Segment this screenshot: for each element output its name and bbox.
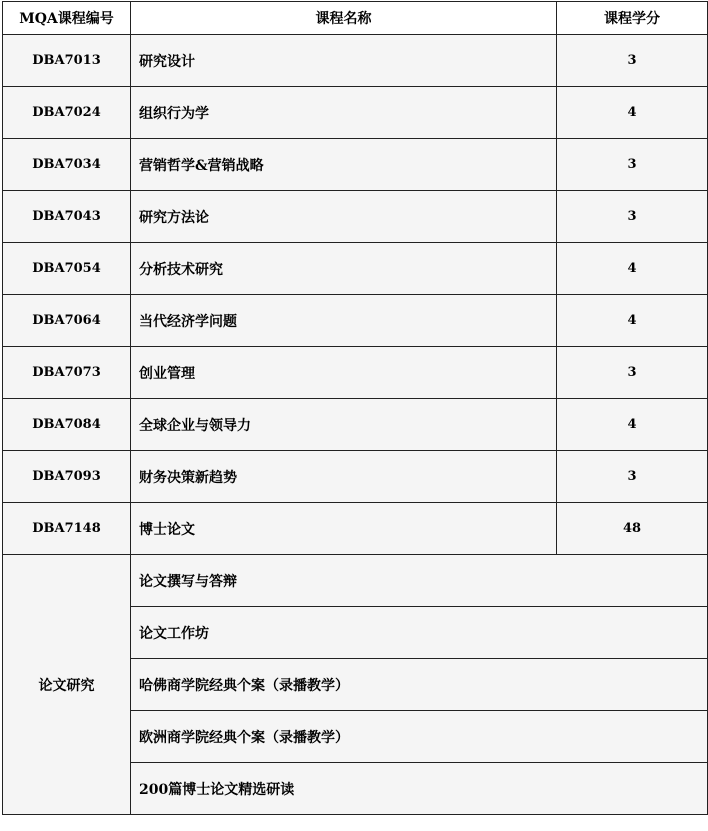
course-code: DBA7024 — [3, 87, 131, 139]
course-code: DBA7148 — [3, 503, 131, 555]
header-name: 课程名称 — [131, 2, 557, 35]
table-row — [3, 191, 708, 243]
thesis-row — [3, 555, 708, 607]
course-credit: 3 — [557, 451, 708, 503]
thesis-item: 200篇博士论文精选研读 — [131, 763, 708, 815]
thesis-item: 哈佛商学院经典个案（录播教学） — [131, 659, 708, 711]
table-row — [3, 295, 708, 347]
table-row — [3, 35, 708, 87]
course-code: DBA7064 — [3, 295, 131, 347]
course-name: 全球企业与领导力 — [131, 399, 557, 451]
thesis-item: 论文工作坊 — [131, 607, 708, 659]
course-credit: 3 — [557, 191, 708, 243]
table-row — [3, 87, 708, 139]
course-code: DBA7084 — [3, 399, 131, 451]
course-name: 研究方法论 — [131, 191, 557, 243]
course-credit: 3 — [557, 35, 708, 87]
course-name: 营销哲学&营销战略 — [131, 139, 557, 191]
table-row — [3, 243, 708, 295]
header-code: MQA课程编号 — [3, 2, 131, 35]
table-row — [3, 399, 708, 451]
course-credit: 3 — [557, 347, 708, 399]
course-credit: 4 — [557, 295, 708, 347]
course-credit: 48 — [557, 503, 708, 555]
course-name: 分析技术研究 — [131, 243, 557, 295]
course-credit: 4 — [557, 243, 708, 295]
course-name: 创业管理 — [131, 347, 557, 399]
course-code: DBA7073 — [3, 347, 131, 399]
course-code: DBA7043 — [3, 191, 131, 243]
table-row — [3, 347, 708, 399]
course-code: DBA7093 — [3, 451, 131, 503]
course-code: DBA7013 — [3, 35, 131, 87]
course-name: 财务决策新趋势 — [131, 451, 557, 503]
course-name: 研究设计 — [131, 35, 557, 87]
table-row — [3, 503, 708, 555]
thesis-group-label: 论文研究 — [3, 555, 131, 815]
thesis-item: 论文撰写与答辩 — [131, 555, 708, 607]
course-name: 组织行为学 — [131, 87, 557, 139]
course-code: DBA7034 — [3, 139, 131, 191]
course-credit: 4 — [557, 399, 708, 451]
course-credit: 4 — [557, 87, 708, 139]
header-credit: 课程学分 — [557, 2, 708, 35]
header-row — [3, 2, 708, 35]
course-table — [2, 1, 708, 815]
table-row — [3, 139, 708, 191]
table-row — [3, 451, 708, 503]
course-name: 当代经济学问题 — [131, 295, 557, 347]
thesis-item: 欧洲商学院经典个案（录播教学） — [131, 711, 708, 763]
course-name: 博士论文 — [131, 503, 557, 555]
course-code: DBA7054 — [3, 243, 131, 295]
course-credit: 3 — [557, 139, 708, 191]
